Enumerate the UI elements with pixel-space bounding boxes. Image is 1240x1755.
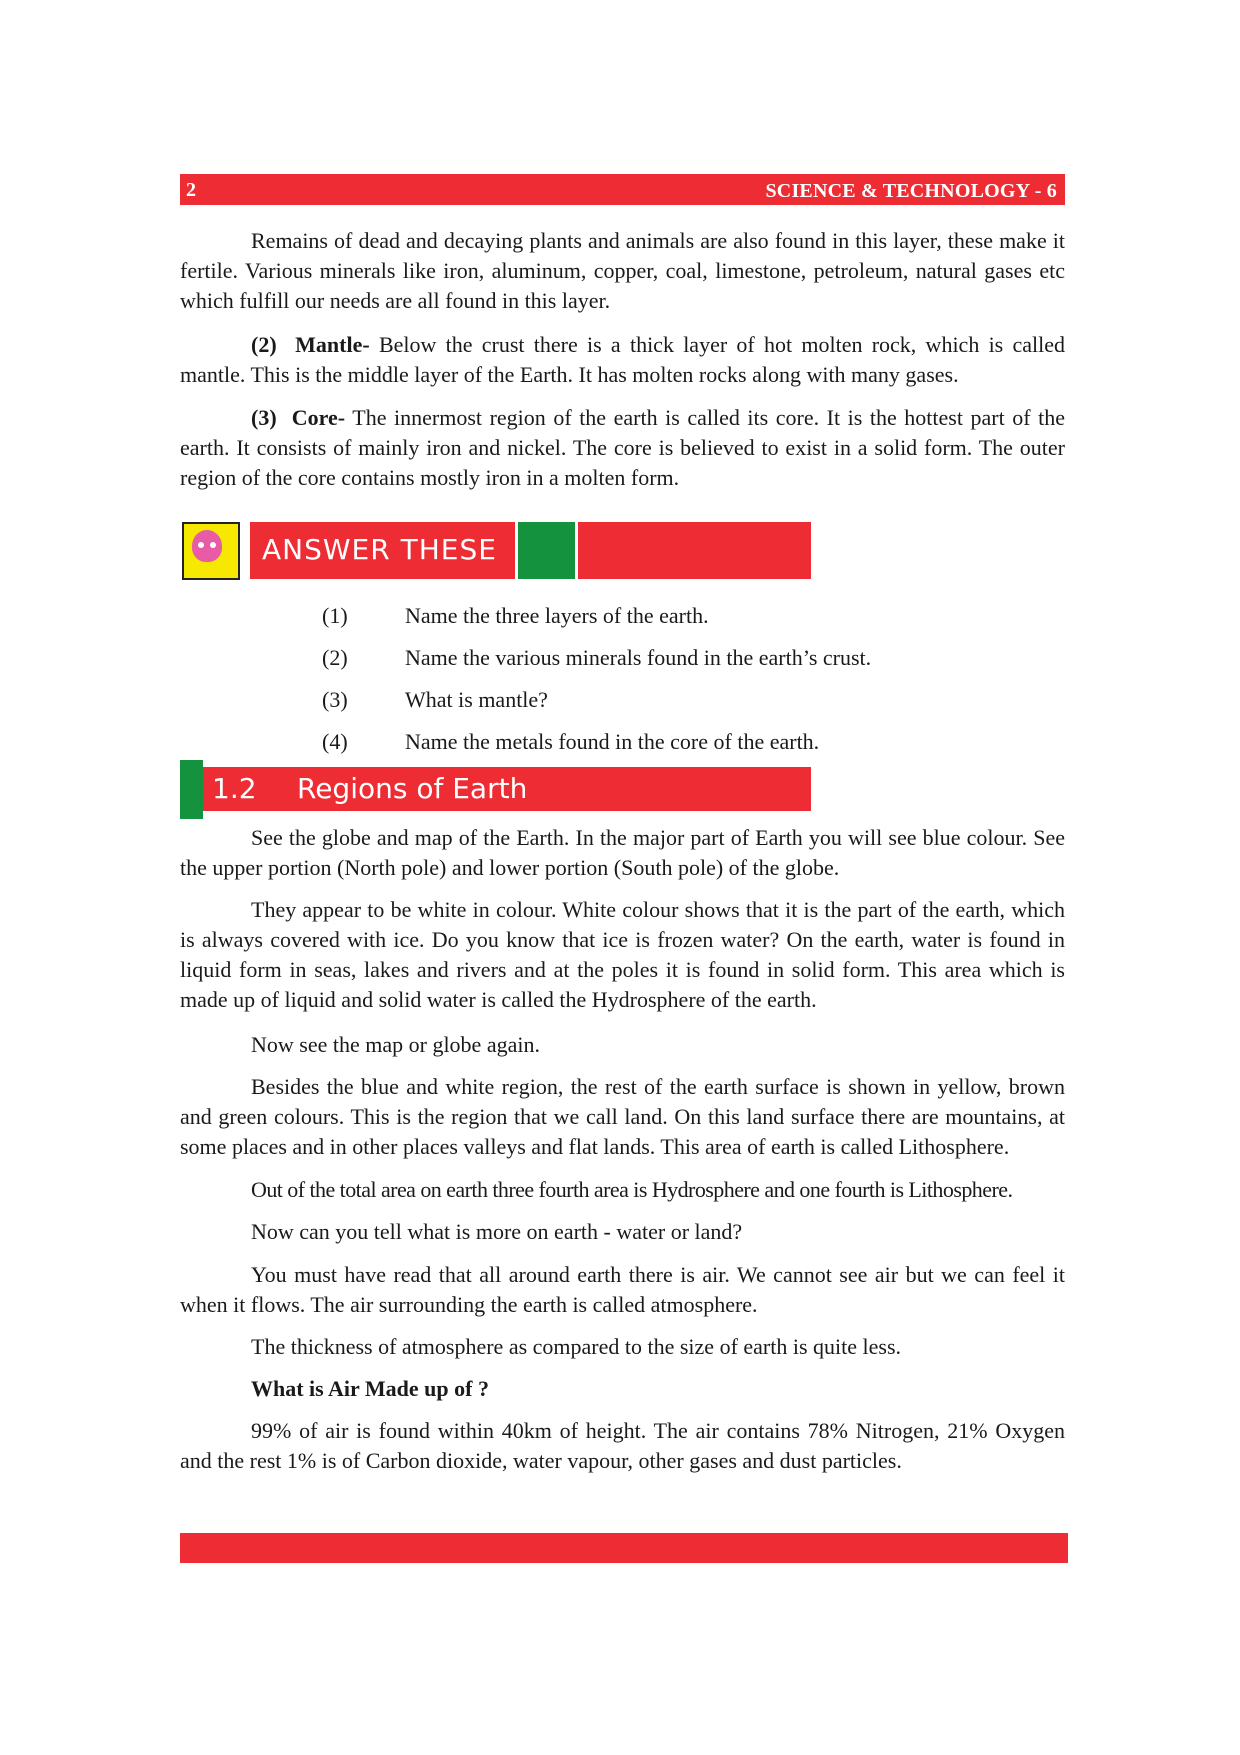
section-heading (212, 768, 527, 810)
question-number: (1) (322, 603, 348, 628)
question-number: (3) (322, 687, 348, 712)
question-item (322, 603, 1022, 645)
core-paragraph (180, 403, 1065, 493)
intro-paragraph: Remains of dead and decaying plants and animals are also found in this layer, these make it fertile. Various minerals like iron, aluminum, copper, coal, limestone, petroleum, natural gases etc which fulfill our needs are all found in this layer. (180, 228, 1065, 313)
core-number: (3) (251, 405, 277, 430)
section-title: Regions of Earth (297, 772, 528, 805)
mantle-term: Mantle- (295, 332, 370, 357)
running-title: SCIENCE & TECHNOLOGY - 6 (765, 180, 1057, 202)
subheading: What is Air Made up of ? (251, 1376, 489, 1401)
question-number: (4) (322, 729, 348, 754)
question-number: (2) (322, 645, 348, 670)
section-paragraph: The thickness of atmosphere as compared to the size of earth is quite less. (251, 1334, 902, 1359)
section-paragraph: They appear to be white in colour. White colour shows that it is the part of the earth, which is always covered with ice. Do you know that ice is frozen water? On the earth, water is found in liquid form in seas, lakes and rivers and at the poles it is found in solid form. This area which is made up of liquid and solid water is called the Hydrosphere of the earth. (180, 897, 1065, 1012)
question-text: Name the various minerals found in the earth’s crust. (405, 645, 872, 670)
question-text: Name the metals found in the core of the earth. (405, 729, 820, 754)
page-footer-bar (180, 1533, 1068, 1563)
mantle-text: Below the crust there is a thick layer of hot molten rock, which is called mantle. This is the middle layer of the Earth. It has molten rocks along with many gases. (180, 332, 1066, 387)
mantle-number: (2) (251, 332, 277, 357)
core-term: Core- (291, 405, 346, 430)
question-list (322, 603, 1022, 771)
section-paragraph: You must have read that all around earth there is air. We cannot see air but we can feel it when it flows. The air surrounding the earth is called atmosphere. (180, 1262, 1065, 1317)
page-header (180, 174, 1065, 205)
cartoon-character-icon (182, 522, 240, 580)
question-text: What is mantle? (405, 687, 548, 712)
answer-banner-bar-right (578, 522, 811, 579)
section-paragraph: Besides the blue and white region, the rest of the earth surface is shown in yellow, brown and green colours. This is the region that we call land. On this land surface there are mountains, at some places and in other places valleys and flat lands. This area of earth is called Lithosphere. (180, 1074, 1065, 1159)
intro-section (180, 226, 1065, 316)
air-paragraph: 99% of air is found within 40km of height. The air contains 78% Nitrogen, 21% Oxygen and the rest 1% is of Carbon dioxide, water vapour, other gases and dust particles. (180, 1418, 1065, 1473)
question-text: Name the three layers of the earth. (405, 603, 709, 628)
core-text: The innermost region of the earth is called its core. It is the hottest part of the earth. It consists of mainly iron and nickel. The core is believed to exist in a solid form. The outer region of the core contains mostly iron in a molten form. (180, 405, 1066, 490)
mantle-paragraph (180, 330, 1065, 390)
page-number: 2 (186, 179, 196, 201)
section-paragraph: See the globe and map of the Earth. In the major part of Earth you will see blue colour. See the upper portion (North pole) and lower portion (South pole) of the globe. (180, 825, 1065, 880)
question-item (322, 645, 1022, 687)
section-paragraph: Out of the total area on earth three fourth area is Hydrosphere and one fourth is Lithosphere. (251, 1177, 1013, 1202)
question-item (322, 729, 1022, 771)
section-heading-green-marker (180, 760, 203, 819)
section-paragraph: Now can you tell what is more on earth - water or land? (251, 1219, 743, 1244)
question-item (322, 687, 1022, 729)
section-paragraph: Now see the map or globe again. (251, 1032, 540, 1057)
answer-banner-green-block (518, 522, 575, 579)
answer-these-heading: ANSWER THESE (262, 533, 497, 566)
section-number: 1.2 (212, 772, 257, 805)
